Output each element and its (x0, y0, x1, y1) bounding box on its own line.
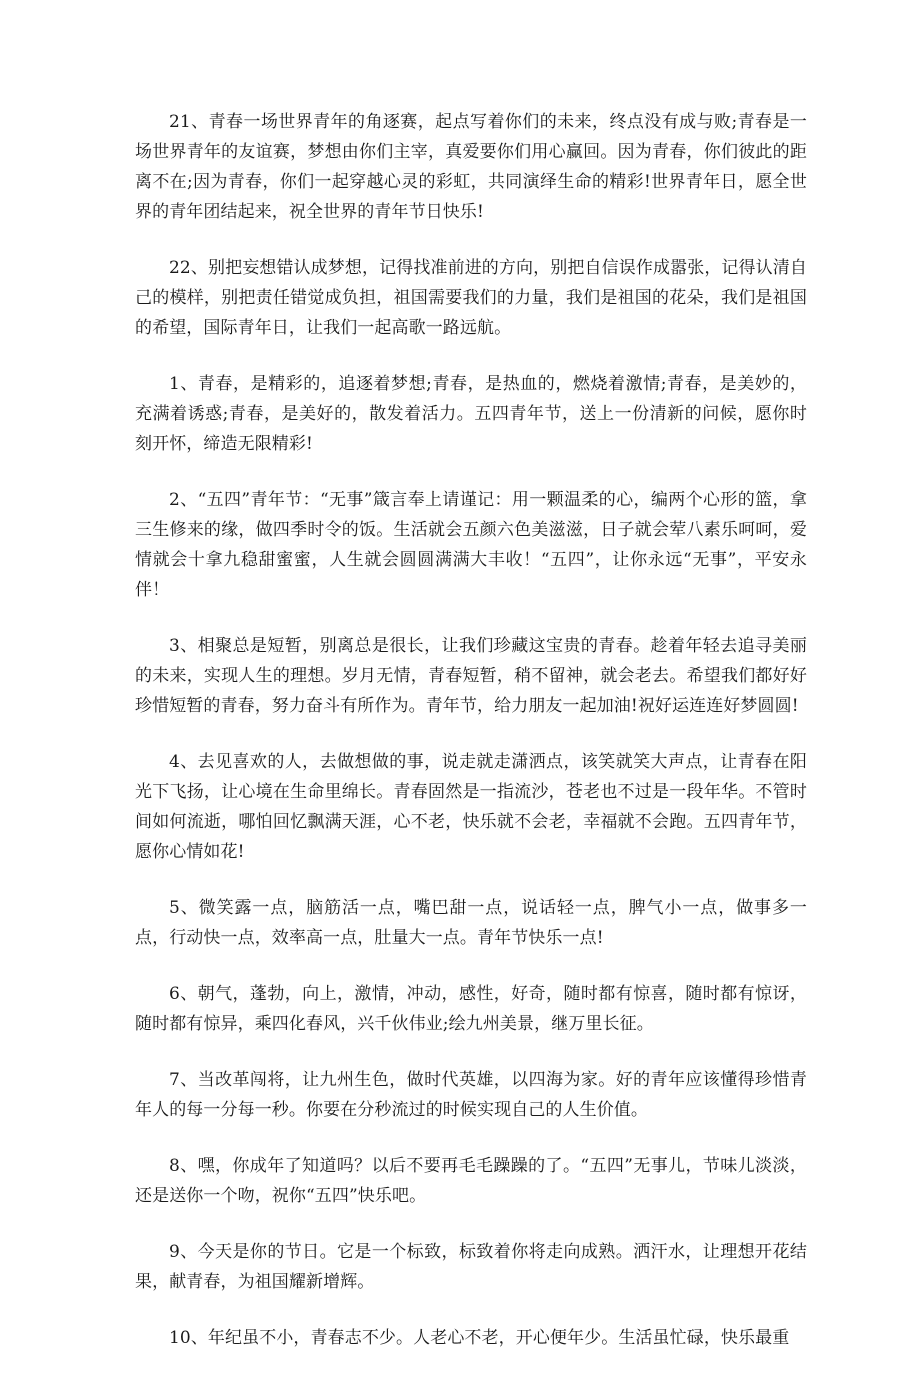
paragraph-7: 7、当改革闯将，让九州生色，做时代英雄，以四海为家。好的青年应该懂得珍惜青年人的每一分每一秒。你要在分秒流过的时候实现自己的人生价值。 (135, 1070, 807, 1120)
document-body (135, 107, 807, 1379)
paragraph-10: 10、年纪虽不小，青春志不少。人老心不老，开心便年少。生活虽忙碌，快乐最重 (169, 1328, 790, 1348)
paragraph-2: 2、“五四”青年节：“无事”箴言奉上请谨记：用一颗温柔的心，编两个心形的篮，拿三生修来的缘，做四季时令的饭。生活就会五颜六色美滋滋，日子就会荤八素乐呵呵，爱情就会十拿九稳甜蜜蜜，人生就会圆圆满满大丰收！“五四”，让你永远“无事”，平安永伴！ (135, 490, 807, 600)
paragraph-3: 3、相聚总是短暂，别离总是很长，让我们珍藏这宝贵的青春。趁着年轻去追寻美丽的未来，实现人生的理想。岁月无情，青春短暂，稍不留神，就会老去。希望我们都好好珍惜短暂的青春，努力奋斗有所作为。青年节，给力朋友一起加油!祝好运连连好梦圆圆! (135, 636, 807, 716)
paragraph-8: 8、嘿，你成年了知道吗？以后不要再毛毛躁躁的了。“五四”无事儿，节味儿淡淡，还是送你一个吻，祝你“五四”快乐吧。 (135, 1156, 807, 1206)
paragraph-21: 21、青春一场世界青年的角逐赛，起点写着你们的未来，终点没有成与败;青春是一场世界青年的友谊赛，梦想由你们主宰，真爱要你们用心赢回。因为青春，你们彼此的距离不在;因为青春，你们一起穿越心灵的彩虹，共同演绎生命的精彩!世界青年日，愿全世界的青年团结起来，祝全世界的青年节日快乐! (135, 112, 807, 222)
paragraph-4: 4、去见喜欢的人，去做想做的事，说走就走潇洒点，该笑就笑大声点，让青春在阳光下飞扬，让心境在生命里绵长。青春固然是一指流沙，苍老也不过是一段年华。不管时间如何流逝，哪怕回忆飘满天涯，心不老，快乐就不会老，幸福就不会跑。五四青年节，愿你心情如花! (135, 752, 807, 862)
paragraph-6: 6、朝气，蓬勃，向上，激情，冲动，感性，好奇，随时都有惊喜，随时都有惊讶，随时都有惊异，乘四化春风，兴千伙伟业;绘九州美景，继万里长征。 (135, 984, 807, 1034)
paragraph-9: 9、今天是你的节日。它是一个标致，标致着你将走向成熟。洒汗水，让理想开花结果，献青春，为祖国耀新增辉。 (135, 1242, 807, 1292)
paragraph-1: 1、青春，是精彩的，追逐着梦想;青春，是热血的，燃烧着激情;青春，是美妙的，充满着诱惑;青春，是美好的，散发着活力。五四青年节，送上一份清新的问候，愿你时刻开怀，缔造无限精彩! (135, 374, 807, 454)
paragraph-22: 22、别把妄想错认成梦想，记得找准前进的方向，别把自信误作成嚣张，记得认清自己的模样，别把责任错觉成负担，祖国需要我们的力量，我们是祖国的花朵，我们是祖国的希望，国际青年日，让我们一起高歌一路远航。 (135, 258, 807, 338)
paragraph-5: 5、微笑露一点，脑筋活一点，嘴巴甜一点，说话轻一点，脾气小一点，做事多一点，行动快一点，效率高一点，肚量大一点。青年节快乐一点! (135, 898, 807, 948)
